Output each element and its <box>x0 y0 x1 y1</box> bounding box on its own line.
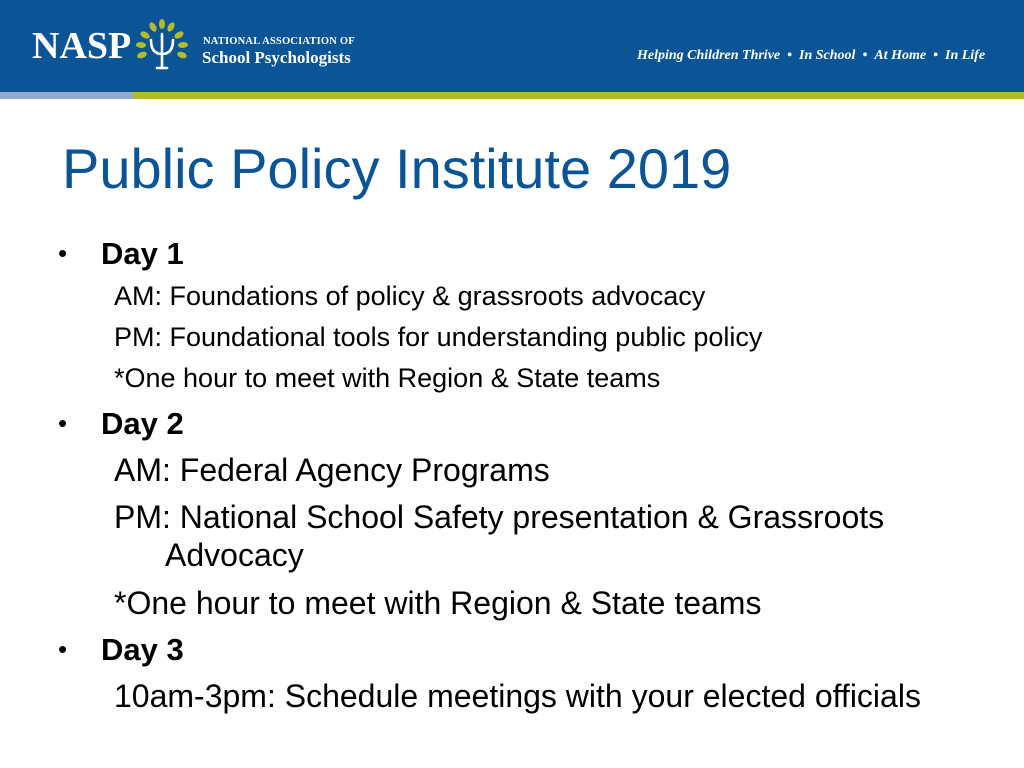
schedule-item-continuation: Advocacy <box>165 537 304 573</box>
tagline-part: Helping Children Thrive <box>637 48 781 63</box>
schedule-item: AM: Federal Agency Programs <box>114 452 550 488</box>
schedule-note: *One hour to meet with Region & State teams <box>114 363 661 393</box>
bullet-icon: • <box>58 634 68 664</box>
accent-stripe-blue <box>0 92 133 99</box>
schedule-note: *One hour to meet with Region & State teams <box>114 585 762 621</box>
day-label: Day 2 <box>101 406 184 441</box>
tagline-separator: • <box>933 48 938 63</box>
schedule-item: 10am-3pm: Schedule meetings with your elected officials <box>114 678 921 714</box>
schedule-item: PM: Foundational tools for understanding public policy <box>114 322 763 352</box>
tagline-separator: • <box>787 48 793 63</box>
tagline-separator: • <box>862 48 868 63</box>
tagline-part: At Home <box>874 48 927 63</box>
schedule-item: AM: Foundations of policy & grassroots advocacy <box>114 281 706 311</box>
schedule-item: PM: National School Safety presentation & Grassroots <box>114 499 885 535</box>
tagline-part: In Life <box>945 48 986 63</box>
slide-title: Public Policy Institute 2019 <box>62 137 732 200</box>
header-banner <box>0 0 1024 92</box>
org-name-line2: School Psychologists <box>202 48 351 67</box>
accent-stripe-green <box>133 92 1024 99</box>
nasp-logo-text: NASP <box>32 25 132 67</box>
tagline <box>637 48 985 64</box>
org-name-line1: NATIONAL ASSOCIATION OF <box>203 36 355 47</box>
psi-tree-logo-icon <box>134 18 190 74</box>
day-label: Day 1 <box>101 236 184 271</box>
bullet-icon: • <box>58 238 68 268</box>
bullet-icon: • <box>58 408 68 438</box>
day-label: Day 3 <box>101 632 184 667</box>
tagline-part: In School <box>799 48 856 63</box>
